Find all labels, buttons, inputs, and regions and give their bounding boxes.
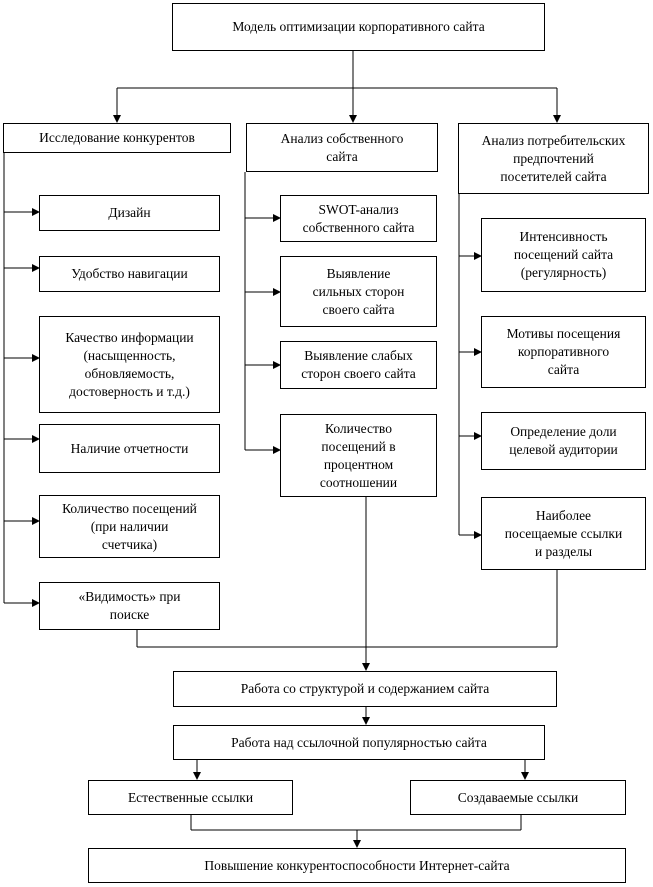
model-title-box: Модель оптимизации корпоративного сайта	[172, 3, 545, 51]
created-links-box: Создаваемые ссылки	[410, 780, 626, 815]
reporting-box: Наличие отчетности	[39, 424, 220, 473]
competitiveness-result-box: Повышение конкурентоспособности Интернет-сайта	[88, 848, 626, 883]
navigation-usability-box: Удобство навигации	[39, 256, 220, 292]
link-popularity-box: Работа над ссылочной популярностью сайта	[173, 725, 545, 760]
information-quality-box: Качество информации (насыщенность, обновляемость, достоверность и т.д.)	[39, 316, 220, 413]
swot-analysis-box: SWOT-анализ собственного сайта	[280, 195, 437, 242]
structure-content-box: Работа со структурой и содержанием сайта	[173, 671, 557, 707]
own-site-analysis-header: Анализ собственного сайта	[246, 123, 438, 172]
target-audience-share-box: Определение доли целевой аудитории	[481, 412, 646, 470]
visits-count-box: Количество посещений (при наличии счетчика)	[39, 495, 220, 558]
strengths-box: Выявление сильных сторон своего сайта	[280, 256, 437, 327]
design-box: Дизайн	[39, 195, 220, 231]
weaknesses-box: Выявление слабых сторон своего сайта	[280, 341, 437, 389]
competitors-research-header: Исследование конкурентов	[3, 123, 231, 153]
visit-intensity-box: Интенсивность посещений сайта (регулярность)	[481, 218, 646, 292]
visits-percentage-box: Количество посещений в процентном соотношении	[280, 414, 437, 497]
popular-links-box: Наиболее посещаемые ссылки и разделы	[481, 497, 646, 570]
search-visibility-box: «Видимость» при поиске	[39, 582, 220, 630]
consumer-preferences-header: Анализ потребительских предпочтений посетителей сайта	[458, 123, 649, 194]
natural-links-box: Естественные ссылки	[88, 780, 293, 815]
visit-motives-box: Мотивы посещения корпоративного сайта	[481, 316, 646, 388]
